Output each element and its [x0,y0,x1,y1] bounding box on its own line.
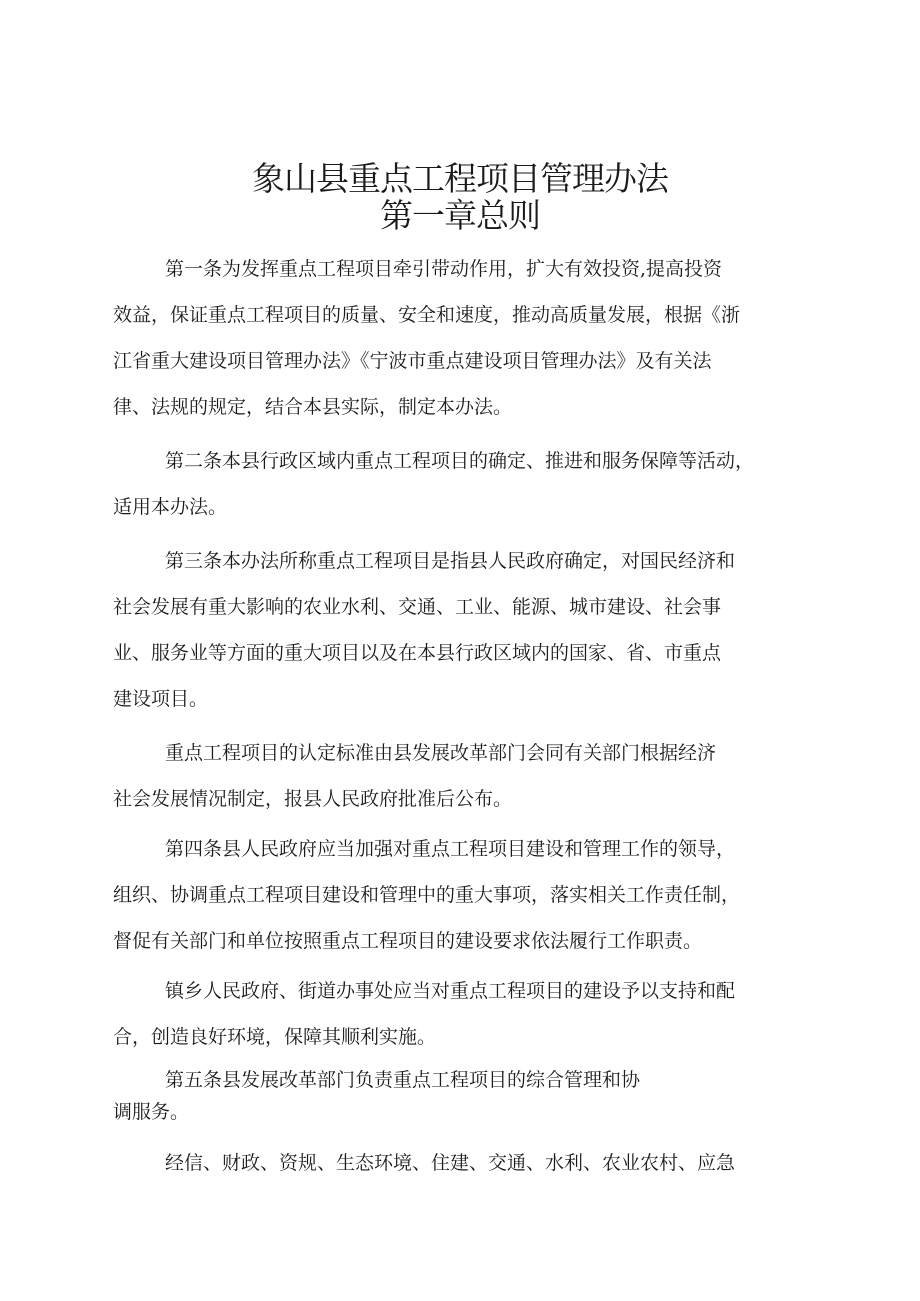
paragraph-line: 调服务。 [113,1101,190,1123]
paragraph-line: 督促有关部门和单位按照重点工程项目的建设要求依法履行工作职责。 [113,930,703,952]
paragraph-article-3-standard [113,730,833,822]
paragraph-line: 第二条本县行政区域内重点工程项目的确定、推进和服务保障等活动， [165,450,755,472]
paragraph-line: 律、法规的规定，结合本县实际，制定本办法。 [113,396,513,418]
paragraph-line: 镇乡人民政府、街道办事处应当对重点工程项目的建设予以支持和配 [165,980,736,1002]
title-block [0,160,920,234]
paragraph-line: 社会发展情况制定，报县人民政府批准后公布。 [113,788,513,810]
paragraph-line: 江省重大建设项目管理办法》《宁波市重点建设项目管理办法》及有关法 [113,350,712,372]
document-title: 象山县重点工程项目管理办法 [252,159,668,198]
paragraph-line: 第四条县人民政府应当加强对重点工程项目建设和管理工作的领导， [165,838,736,860]
paragraph-article-4-towns [113,968,833,1060]
paragraph-article-5 [113,1060,833,1136]
paragraph-line: 第五条县发展改革部门负责重点工程项目的综合管理和协 [165,1069,641,1091]
paragraph-article-1 [113,246,833,430]
chapter-heading: 第一章总则 [380,196,540,235]
paragraph-line: 适用本办法。 [113,496,228,518]
paragraph-line: 重点工程项目的认定标准由县发展改革部门会同有关部门根据经济 [165,742,717,764]
paragraph-line: 建设项目。 [113,688,209,710]
paragraph-line: 第三条本办法所称重点工程项目是指县人民政府确定，对国民经济和 [165,550,736,572]
paragraph-line: 组织、协调重点工程项目建设和管理中的重大事项，落实相关工作责任制， [113,884,741,906]
paragraph-article-2 [113,438,833,530]
paragraph-article-4 [113,826,833,964]
document-body [113,246,833,1186]
paragraph-line: 经信、财政、资规、生态环境、住建、交通、水利、农业农村、应急 [165,1152,736,1174]
paragraph-article-5-departments [113,1140,833,1186]
paragraph-line: 业、服务业等方面的重大项目以及在本县行政区域内的国家、省、市重点 [113,642,722,664]
paragraph-article-3 [113,538,833,722]
paragraph-line: 第一条为发挥重点工程项目牵引带动作用，扩大有效投资,提高投资 [165,258,723,280]
paragraph-line: 效益，保证重点工程项目的质量、安全和速度，推动高质量发展，根据《浙 [113,304,741,326]
paragraph-line: 合，创造良好环境，保障其顺利实施。 [113,1026,437,1048]
paragraph-line: 社会发展有重大影响的农业水利、交通、工业、能源、城市建设、社会事 [113,596,722,618]
